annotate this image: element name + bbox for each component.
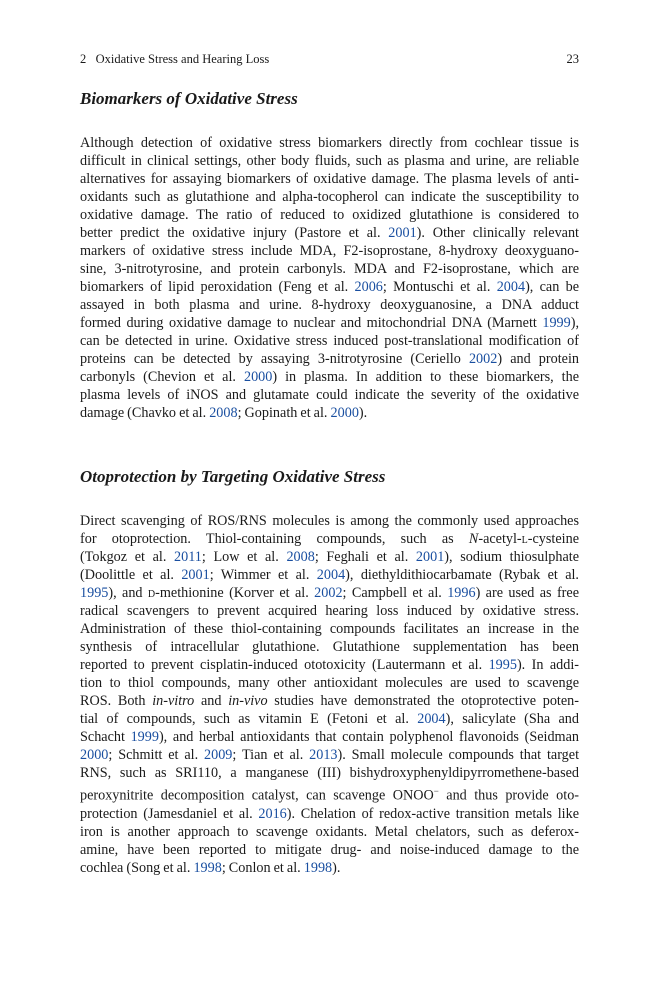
text-segment: damage (Chavko et al. <box>80 405 210 421</box>
text-segment: and <box>194 693 229 709</box>
text-segment: sine, 3-nitrotyrosine, and protein carbonyls. MDA and F2-isoprostane, which are <box>80 261 579 277</box>
citation-year-link[interactable]: 2001 <box>388 225 417 241</box>
text-line <box>80 548 579 566</box>
text-segment: ) and protein <box>497 351 579 367</box>
text-segment: -cysteine <box>527 531 579 547</box>
text-segment: ; Gopinath et al. <box>237 405 331 421</box>
text-segment: ), salicylate (Sha and <box>445 711 579 727</box>
text-segment: ; Campbell et al. <box>342 585 448 601</box>
text-line <box>80 584 579 602</box>
text-segment: reported to prevent cisplatin-induced ototoxicity (Lautermann et al. <box>80 657 489 673</box>
text-segment: studies have demonstrated the otoprotective poten- <box>267 693 579 709</box>
text-segment: carbonyls (Chevion et al. <box>80 369 244 385</box>
citation-year-link[interactable]: 1998 <box>193 859 222 876</box>
text-line <box>80 746 579 764</box>
text-line <box>80 620 579 638</box>
text-segment: ; Feghali et al. <box>314 549 416 565</box>
text-segment: plasma levels of iNOS and glutamate could indicate the severity of the oxidative <box>80 387 579 403</box>
text-segment: ), diethyldithiocarbamate (Rybak et al. <box>345 567 579 583</box>
text-segment: ) in plasma. In addition to these biomarkers, the <box>272 369 579 385</box>
text-line <box>80 692 579 710</box>
text-segment: ; Conlon et al. <box>221 859 304 876</box>
citation-year-link[interactable]: 2008 <box>209 405 238 421</box>
text-segment: Although detection of oxidative stress biomarkers directly from cochlear tissue is <box>80 135 579 151</box>
text-line <box>80 332 579 350</box>
text-segment: ; Montuschi et al. <box>382 279 497 295</box>
citation-year-link[interactable]: 2002 <box>314 585 343 601</box>
citation-year-link[interactable]: 2001 <box>415 549 445 565</box>
text-segment: cochlea (Song et al. <box>80 859 194 876</box>
text-line <box>80 134 579 152</box>
citation-year-link[interactable]: 1999 <box>542 315 571 331</box>
citation-year-link[interactable]: 2013 <box>309 747 338 763</box>
citation-year-link[interactable]: 2006 <box>354 279 383 295</box>
text-line <box>80 170 579 188</box>
text-segment: better predict the oxidative injury (Pastore et al. <box>80 225 389 241</box>
citation-year-link[interactable]: 1998 <box>303 859 333 876</box>
running-head <box>80 52 579 70</box>
italic-text: in-vivo <box>228 693 268 709</box>
text-segment: assayed in both plasma and urine. 8-hydroxy deoxyguanosine, a DNA adduct <box>80 297 579 313</box>
text-segment: ). Small molecule compounds that target <box>337 747 580 763</box>
text-segment: protection (Jamesdaniel et al. <box>80 805 259 822</box>
superscript-text: − <box>433 786 439 796</box>
citation-year-link[interactable]: 2009 <box>204 747 233 763</box>
text-segment: (Tokgoz et al. <box>80 549 175 565</box>
text-line <box>80 710 579 728</box>
small-caps-text: l <box>521 531 528 547</box>
text-line <box>80 224 579 242</box>
citation-year-link[interactable]: 2000 <box>243 369 273 385</box>
text-line <box>80 823 579 841</box>
text-segment: ; Wimmer et al. <box>209 567 317 583</box>
citation-year-link[interactable]: 2002 <box>468 351 498 367</box>
text-segment: iron is another approach to scavenge oxidants. Metal chelators, such as deferox- <box>80 823 579 840</box>
text-segment: ), <box>570 315 579 331</box>
citation-year-link[interactable]: 1999 <box>130 729 159 745</box>
text-segment: ; Tian et al. <box>232 747 310 763</box>
text-segment: Administration of these thiol-containing compounds facilitates an increase in the <box>80 621 579 637</box>
text-segment: for otoprotection. Thiol-containing compounds, such as <box>80 531 469 547</box>
text-segment: can be detected in urine. Oxidative stress induced post-translational modification of <box>80 333 579 349</box>
text-segment: ), and herbal antioxidants that contain polyphenol flavonoids (Seidman <box>158 729 579 745</box>
paragraph-biomarkers <box>80 134 579 422</box>
text-line <box>80 530 579 548</box>
text-segment: oxidants such as glutathione and alpha-tocopherol can indicate the susceptibility to <box>80 189 579 205</box>
text-segment: markers of oxidative stress include MDA, F2-isoprostane, 8-hydroxy deoxyguano- <box>80 243 579 259</box>
text-segment: ), can be <box>525 279 579 295</box>
text-segment: ). <box>332 859 341 876</box>
text-segment: ) are used as free <box>475 585 579 601</box>
text-line <box>80 386 579 404</box>
text-segment: Schacht <box>80 729 131 745</box>
italic-text: in-vitro <box>152 693 195 709</box>
text-line <box>80 206 579 224</box>
page-number: 23 <box>566 52 579 66</box>
citation-year-link[interactable]: 1995 <box>488 657 517 673</box>
text-line <box>80 260 579 278</box>
citation-year-link[interactable]: 2008 <box>286 549 315 565</box>
text-line <box>80 805 579 823</box>
text-segment: biomarkers of lipid peroxidation (Feng et al. <box>80 279 355 295</box>
text-line <box>80 656 579 674</box>
text-segment: ROS. Both <box>80 693 153 709</box>
text-line <box>80 350 579 368</box>
text-segment: -methionine (Korver et al. <box>155 585 315 601</box>
citation-year-link[interactable]: 2004 <box>417 711 446 727</box>
text-line <box>80 314 579 332</box>
text-line <box>80 728 579 746</box>
running-head-title: 2 Oxidative Stress and Hearing Loss <box>80 52 270 66</box>
text-segment: ). In addi- <box>516 657 579 673</box>
text-segment: radical scavengers to prevent acquired hearing loss induced by oxidative stress. <box>80 603 579 619</box>
text-line <box>80 242 579 260</box>
text-segment: -acetyl- <box>478 531 522 547</box>
text-segment: peroxynitrite decomposition catalyst, can scavenge ONOO <box>80 787 434 804</box>
text-line <box>80 674 579 692</box>
text-line <box>80 782 579 805</box>
text-line <box>80 638 579 656</box>
text-segment: alternatives for assaying biomarkers of oxidative damage. The plasma levels of anti- <box>80 171 579 187</box>
citation-year-link[interactable]: 2016 <box>258 805 287 822</box>
text-line <box>80 368 579 386</box>
text-segment: (Doolittle et al. <box>80 567 182 583</box>
text-segment: Direct scavenging of ROS/RNS molecules is among the commonly used approaches <box>80 513 579 529</box>
text-line <box>80 764 579 782</box>
text-line <box>80 152 579 170</box>
text-segment: ). Other clinically relevant <box>416 225 579 241</box>
text-segment: formed during oxidative damage to nuclear and mitochondrial DNA (Marnett <box>80 315 543 331</box>
text-segment: RNS, such as SRI110, a manganese (III) bishydroxyphenyldipyrromethene-based <box>80 765 579 781</box>
citation-year-link[interactable]: 2000 <box>80 747 109 763</box>
section-heading-otoprotection: Otoprotection by Targeting Oxidative Stress <box>80 467 386 486</box>
italic-text: N <box>468 531 479 547</box>
text-segment: synthesis of intracellular glutathione. Glutathione supplementation has been <box>80 639 579 655</box>
citation-year-link[interactable]: 2001 <box>181 567 210 583</box>
text-line <box>80 859 579 877</box>
text-segment: and thus provide oto- <box>438 787 580 804</box>
text-segment: amine, have been reported to mitigate drug- and noise-induced damage to the <box>80 841 579 858</box>
text-line <box>80 512 579 530</box>
text-segment: ; Low et al. <box>201 549 287 565</box>
text-line <box>80 404 579 422</box>
text-segment: ; Schmitt et al. <box>108 747 205 763</box>
citation-year-link[interactable]: 1995 <box>80 585 109 601</box>
text-segment: difficult in clinical settings, other body fluids, such as plasma and urine, are reliable <box>80 153 579 169</box>
small-caps-text: d <box>147 585 156 601</box>
text-segment: ). <box>358 405 368 421</box>
text-line <box>80 602 579 620</box>
citation-year-link[interactable]: 2000 <box>330 405 359 421</box>
citation-year-link[interactable]: 2004 <box>316 567 346 583</box>
text-segment: oxidative damage. The ratio of reduced to oxidized glutathione is considered to <box>80 207 579 223</box>
citation-year-link[interactable]: 2004 <box>496 279 526 295</box>
text-line <box>80 296 579 314</box>
citation-year-link[interactable]: 2011 <box>174 549 202 565</box>
text-segment: ). Chelation of redox-active transition metals like <box>286 805 579 822</box>
text-segment: tial of compounds, such as vitamin E (Fetoni et al. <box>80 711 418 727</box>
text-line <box>80 566 579 584</box>
citation-year-link[interactable]: 1996 <box>447 585 476 601</box>
text-segment: ), sodium thiosulphate <box>444 549 579 565</box>
section-heading-biomarkers: Biomarkers of Oxidative Stress <box>80 89 298 108</box>
text-line <box>80 278 579 296</box>
text-segment: tion to thiol compounds, many other antioxidant molecules are used to scavenge <box>80 675 579 691</box>
text-segment: ), and <box>108 585 148 601</box>
text-line <box>80 841 579 859</box>
text-line <box>80 188 579 206</box>
paragraph-otoprotection <box>80 512 579 877</box>
text-segment: proteins can be detected by assaying 3-nitrotyrosine (Ceriello <box>80 351 469 367</box>
